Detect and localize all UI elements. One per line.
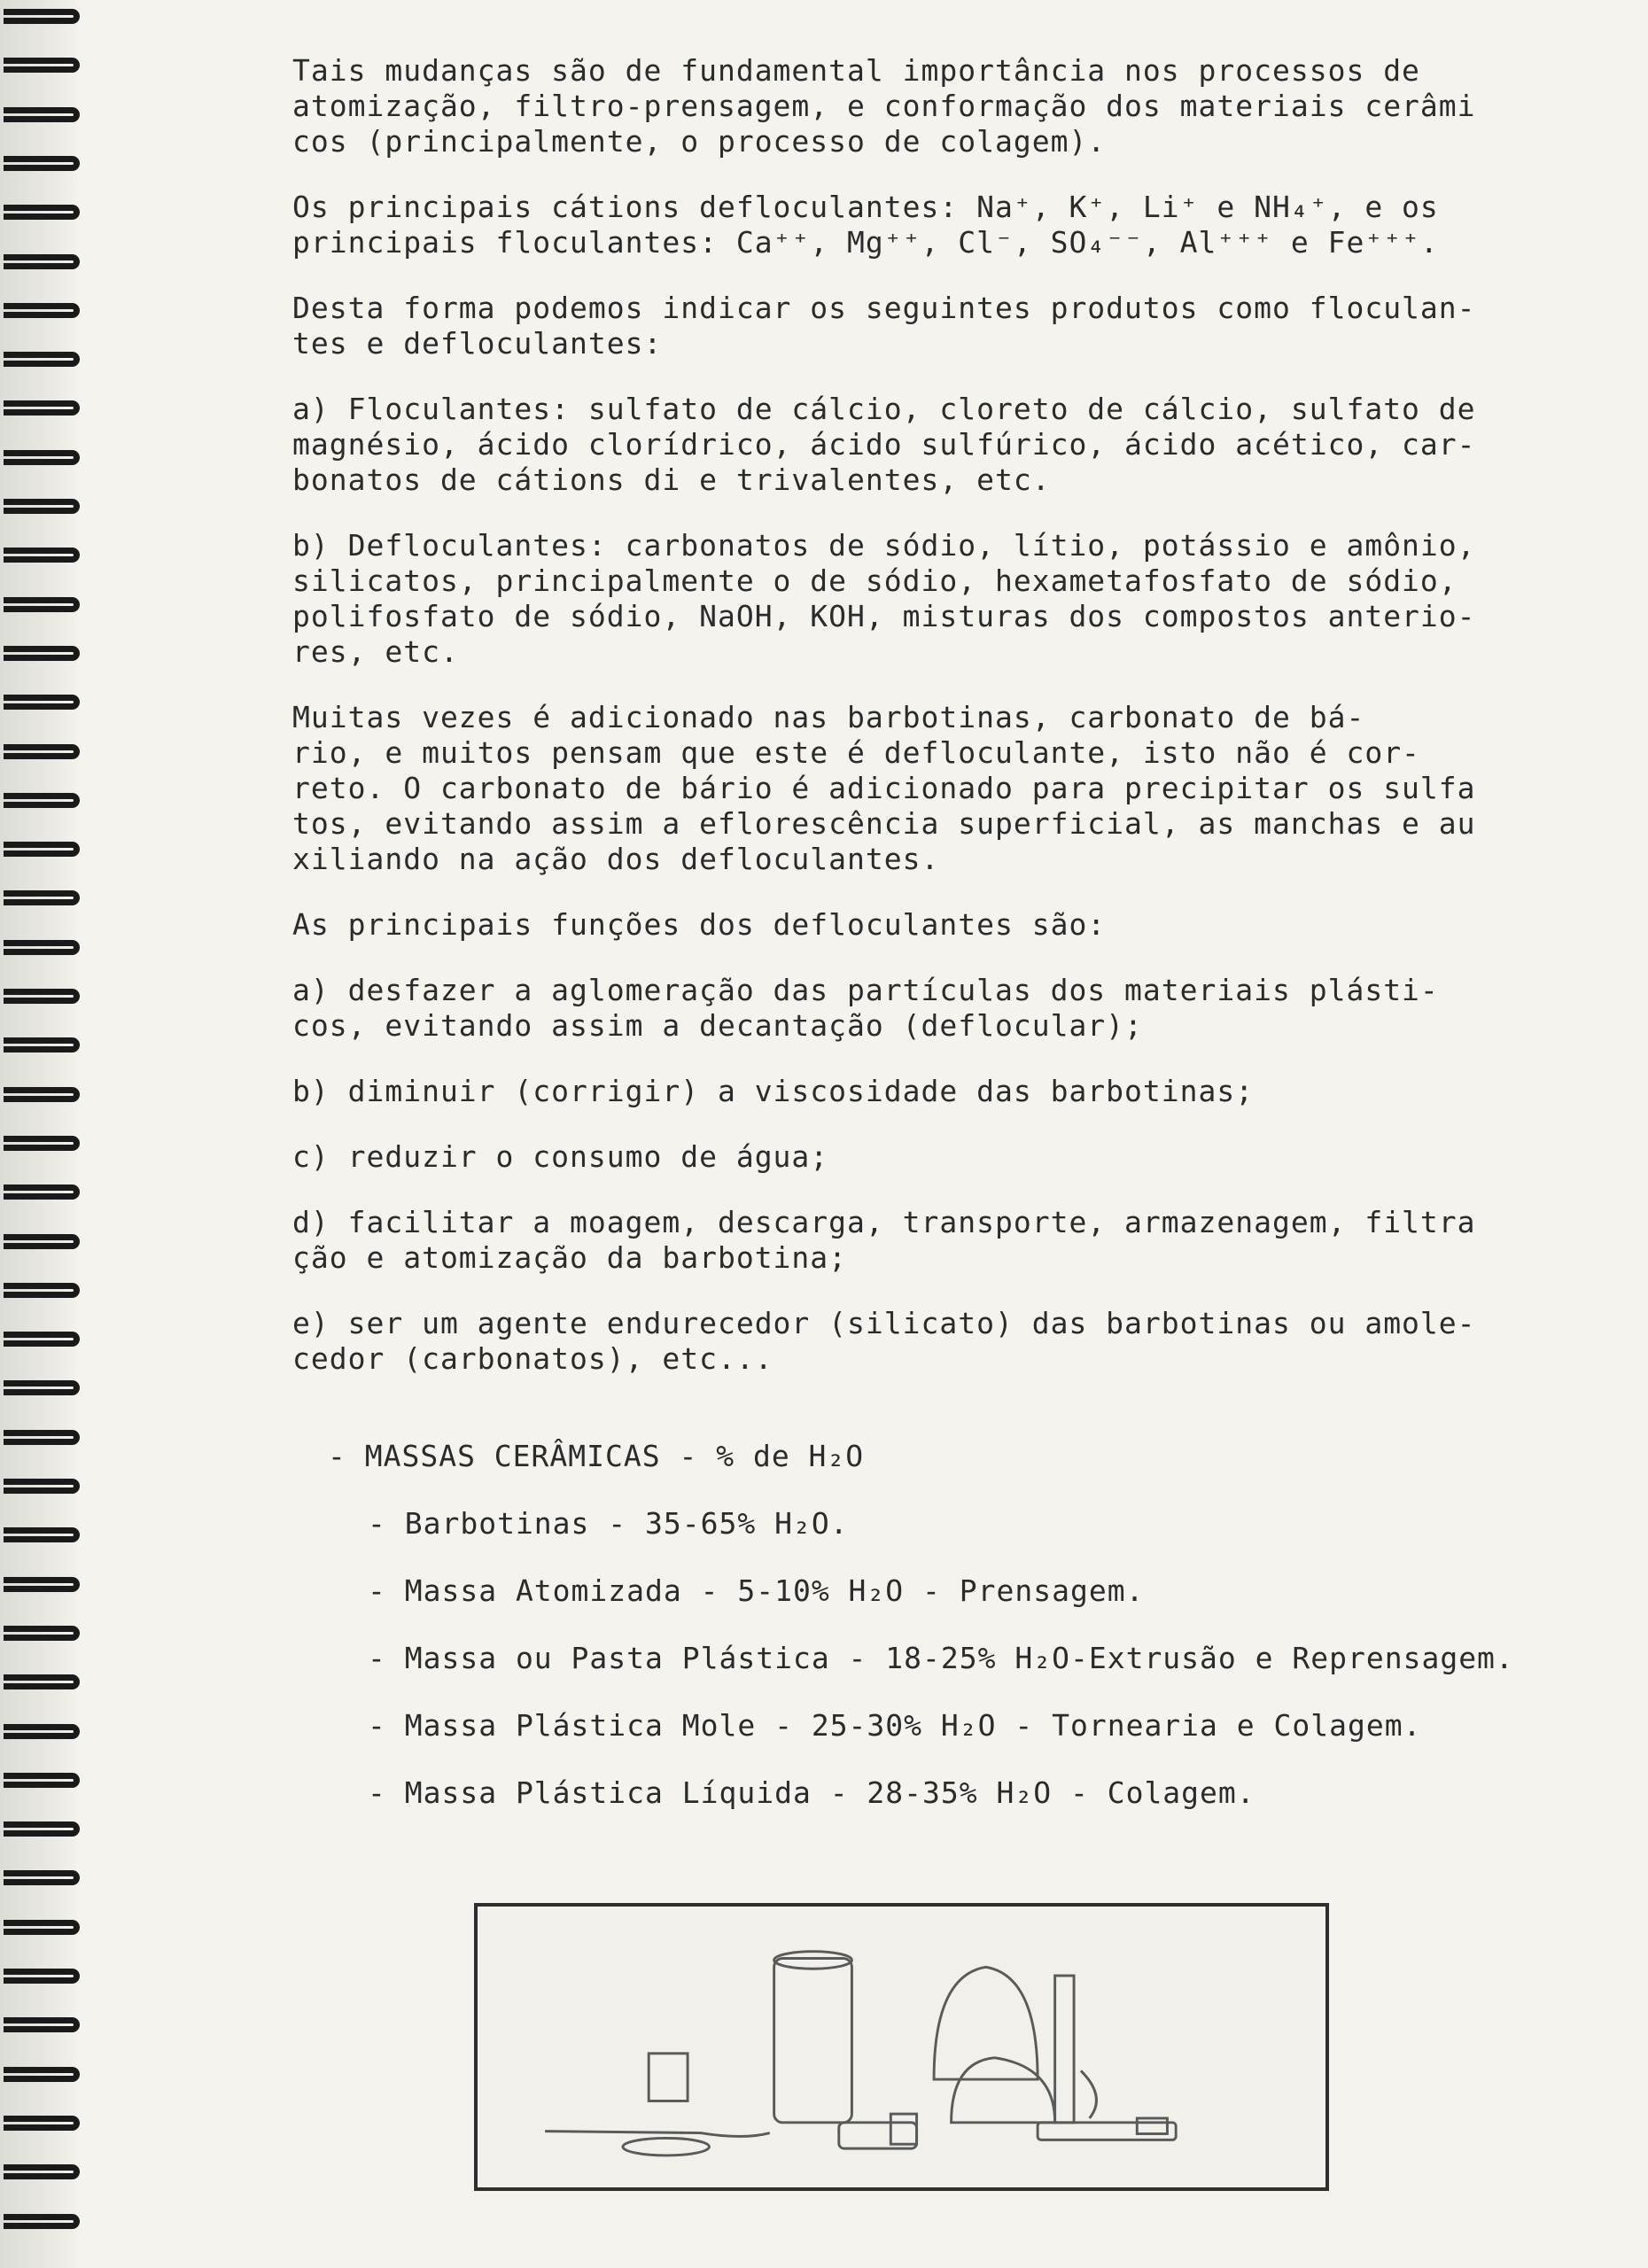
text-line: rio, e muitos pensam que este é defloculante, isto não é cor- xyxy=(292,735,1420,770)
spiral-ring xyxy=(4,254,80,269)
spiral-ring xyxy=(4,1870,80,1885)
spiral-ring xyxy=(4,9,80,24)
masses-heading: - MASSAS CERÂMICAS - % de H₂O xyxy=(328,1439,865,1473)
spiral-ring xyxy=(4,1037,80,1052)
spiral-ring xyxy=(4,1087,80,1102)
spiral-ring xyxy=(4,1527,80,1542)
spiral-ring xyxy=(4,597,80,612)
spiral-ring xyxy=(4,1821,80,1837)
flat-tray xyxy=(545,2132,770,2137)
spiral-ring xyxy=(4,940,80,955)
spiral-ring xyxy=(4,1332,80,1347)
spiral-ring xyxy=(4,646,80,661)
text-line: tes e defloculantes: xyxy=(292,326,663,361)
cylinder-vase xyxy=(774,1959,852,2123)
text-line: b) diminuir (corrigir) a viscosidade das barbotinas; xyxy=(292,1074,1255,1108)
paragraph-functions-heading xyxy=(292,907,1621,943)
text-line: polifosfato de sódio, NaOH, KOH, misturas dos compostos anterio- xyxy=(292,599,1476,633)
paragraph-products xyxy=(292,291,1621,361)
list-item: - Massa Plástica Mole - 25-30% H₂O - Tornearia e Colagem. xyxy=(368,1708,1422,1743)
text-line: tos, evitando assim a eflorescência superficial, as manchas e au xyxy=(292,806,1476,841)
text-line: e) ser um agente endurecedor (silicato) das barbotinas ou amole- xyxy=(292,1306,1476,1340)
spiral-binding xyxy=(0,0,82,2268)
spiral-ring xyxy=(4,1430,80,1445)
spiral-ring xyxy=(4,2164,80,2179)
spiral-ring xyxy=(4,1577,80,1592)
spiral-ring xyxy=(4,400,80,416)
page-text xyxy=(292,53,1621,1843)
paragraph-intro xyxy=(292,53,1621,159)
list-item: - Barbotinas - 35-65% H₂O. xyxy=(368,1506,849,1541)
text-line: Desta forma podemos indicar os seguintes produtos como floculan- xyxy=(292,291,1476,325)
text-line: As principais funções dos defloculantes são: xyxy=(292,907,1107,942)
spiral-ring xyxy=(4,695,80,710)
text-line: Muitas vezes é adicionado nas barbotinas, carbonato de bá- xyxy=(292,700,1365,734)
spiral-ring xyxy=(4,156,80,171)
text-line: d) facilitar a moagem, descarga, transporte, armazenagem, filtra xyxy=(292,1205,1476,1239)
spiral-ring xyxy=(4,548,80,563)
function-d xyxy=(292,1205,1621,1276)
spiral-ring xyxy=(4,989,80,1004)
small-block xyxy=(1137,2118,1167,2134)
spiral-ring xyxy=(4,1969,80,1984)
text-line: c) reduzir o consumo de água; xyxy=(292,1139,829,1174)
ceramic-pieces-drawing xyxy=(478,1907,1325,2187)
spiral-ring xyxy=(4,1380,80,1395)
masses-list xyxy=(292,1439,1621,1811)
spiral-ring xyxy=(4,1920,80,1935)
spiral-ring xyxy=(4,2214,80,2229)
text-line: Os principais cátions defloculantes: Na⁺, K⁺, Li⁺ e NH₄⁺, e os xyxy=(292,190,1439,224)
spiral-ring xyxy=(4,1773,80,1788)
paragraph-bario xyxy=(292,700,1621,877)
text-line: cos, evitando assim a decantação (deflocular); xyxy=(292,1008,1143,1043)
spiral-ring xyxy=(4,205,80,220)
spiral-ring xyxy=(4,793,80,808)
text-line: bonatos de cátions di e trivalentes, etc. xyxy=(292,462,1051,497)
text-line: a) Floculantes: sulfato de cálcio, cloreto de cálcio, sulfato de xyxy=(292,392,1476,426)
tall-rod xyxy=(1055,1976,1074,2123)
spiral-ring xyxy=(4,58,80,73)
plate xyxy=(623,2138,710,2155)
spiral-ring xyxy=(4,107,80,122)
text-line: ção e atomização da barbotina; xyxy=(292,1240,848,1275)
text-line: a) desfazer a aglomeração das partículas dos materiais plásti- xyxy=(292,973,1439,1007)
spiral-ring xyxy=(4,1234,80,1249)
spiral-ring xyxy=(4,352,80,367)
spiral-ring xyxy=(4,1283,80,1298)
text-line: reto. O carbonato de bário é adicionado para precipitar os sulfa xyxy=(292,771,1476,805)
spiral-ring xyxy=(4,1479,80,1494)
paragraph-cations xyxy=(292,190,1621,260)
dome-lid xyxy=(934,1967,1038,2079)
arch-piece xyxy=(952,2058,1055,2123)
text-line: Tais mudanças são de fundamental importância nos processos de xyxy=(292,53,1420,88)
parenthesis-shape xyxy=(1081,2070,1097,2118)
small-box xyxy=(649,2054,688,2101)
list-item: - Massa Atomizada - 5-10% H₂O - Prensagem. xyxy=(368,1573,1145,1608)
spiral-ring xyxy=(4,842,80,857)
spiral-ring xyxy=(4,744,80,759)
small-cup xyxy=(890,2114,916,2144)
spiral-ring xyxy=(4,1724,80,1739)
text-line: silicatos, principalmente o de sódio, hexametafosfato de sódio, xyxy=(292,563,1458,598)
text-line: b) Defloculantes: carbonatos de sódio, lítio, potássio e amônio, xyxy=(292,528,1476,563)
text-line: res, etc. xyxy=(292,634,459,669)
paragraph-floculantes xyxy=(292,392,1621,498)
spiral-ring xyxy=(4,1674,80,1689)
function-c xyxy=(292,1139,1621,1175)
text-line: cos (principalmente, o processo de colagem). xyxy=(292,124,1107,159)
spiral-ring xyxy=(4,2067,80,2082)
spiral-ring xyxy=(4,890,80,905)
spiral-ring xyxy=(4,1136,80,1151)
spiral-ring xyxy=(4,499,80,514)
text-line: atomização, filtro-prensagem, e conformação dos materiais cerâmi xyxy=(292,89,1476,123)
spiral-ring xyxy=(4,1184,80,1200)
text-line: magnésio, ácido clorídrico, ácido sulfúrico, ácido acético, car- xyxy=(292,427,1476,462)
spiral-ring xyxy=(4,2017,80,2032)
function-b xyxy=(292,1074,1621,1109)
text-line: principais floculantes: Ca⁺⁺, Mg⁺⁺, Cl⁻, SO₄⁻⁻, Al⁺⁺⁺ e Fe⁺⁺⁺. xyxy=(292,225,1439,260)
spiral-ring xyxy=(4,450,80,465)
ceramics-illustration xyxy=(474,1903,1329,2191)
text-line: cedor (carbonatos), etc... xyxy=(292,1341,773,1376)
list-item: - Massa ou Pasta Plástica - 18-25% H₂O-Extrusão e Reprensagem. xyxy=(368,1641,1514,1675)
function-e xyxy=(292,1306,1621,1377)
list-item: - Massa Plástica Líquida - 28-35% H₂O - Colagem. xyxy=(368,1775,1255,1810)
base-slab xyxy=(1038,2123,1176,2140)
function-a xyxy=(292,973,1621,1044)
paragraph-defloculantes xyxy=(292,528,1621,670)
spiral-ring xyxy=(4,303,80,318)
text-line: xiliando na ação dos defloculantes. xyxy=(292,842,940,876)
spiral-ring xyxy=(4,2116,80,2131)
spiral-ring xyxy=(4,1626,80,1641)
